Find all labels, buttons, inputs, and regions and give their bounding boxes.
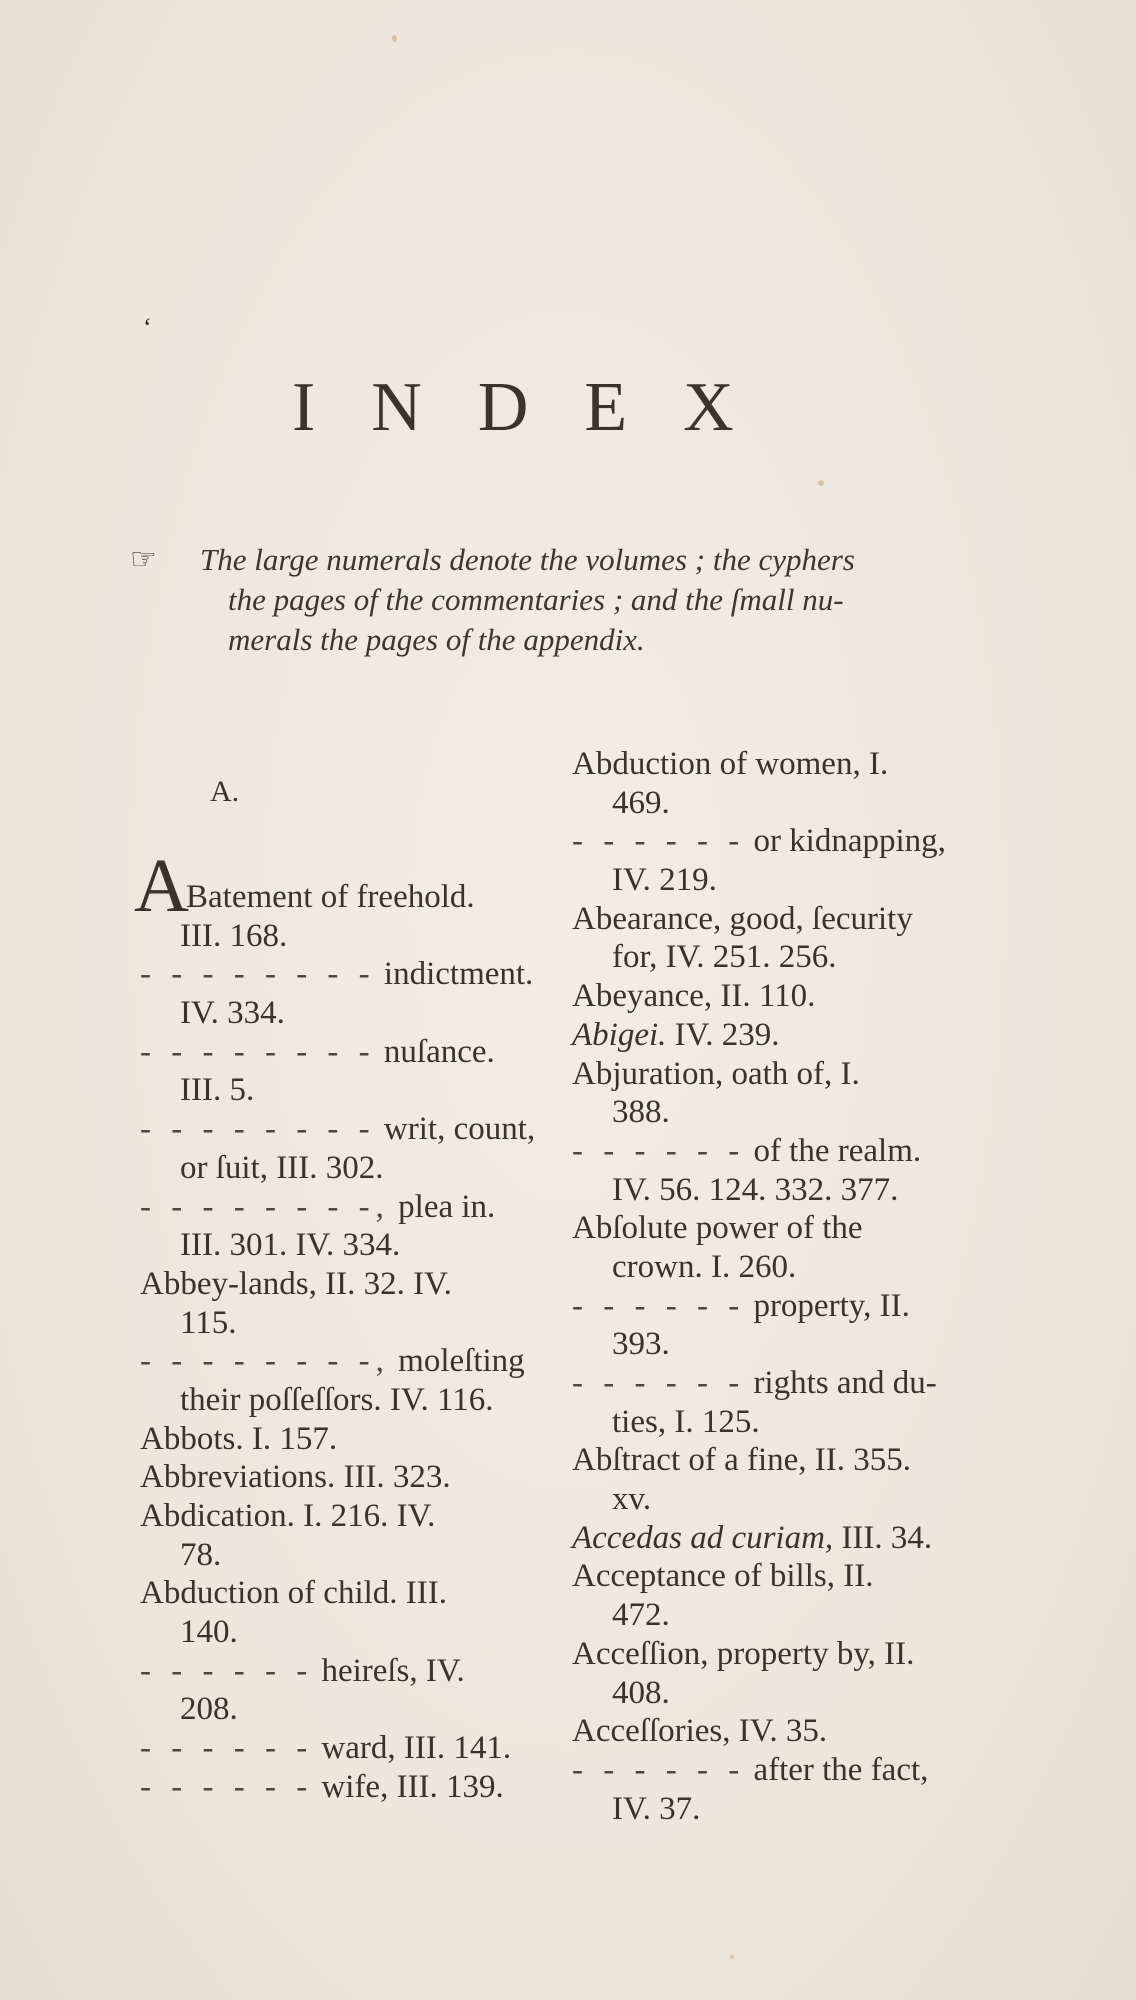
entry-text: after the fact, [753,1751,929,1788]
entry-text: plea in. [398,1188,496,1225]
index-entry-line [572,1557,1012,1596]
index-entry-line [140,1381,540,1420]
paper-speck [730,1955,734,1959]
index-entry-line [572,1171,1012,1210]
entry-text: their poſſeſſors. IV. 116. [180,1381,494,1418]
index-entry-line [140,1768,540,1807]
index-entry-line [140,994,540,1033]
index-entry-line [140,1574,540,1613]
entry-text: wife, III. 139. [321,1768,504,1805]
ditto-dashes: - - - - - - - - [140,1111,376,1148]
entry-text: Abſtract of a fine, II. 355. [572,1442,912,1479]
entry-text: Abeyance, II. 110. [572,978,816,1015]
entry-text: Abbey-lands, II. 32. IV. [140,1265,452,1302]
index-entry-line [572,938,1012,977]
ditto-dashes: - - - - - - [572,823,746,860]
index-entry-line [140,1304,540,1343]
index-entry-line [572,784,1012,823]
ditto-dashes: - - - - - - [572,1365,746,1401]
index-entry-line [572,1055,1012,1094]
entry-text: Abearance, good, ſecurity [572,900,913,937]
entry-text: IV. 219. [612,862,717,899]
index-entry-line [140,1458,540,1497]
entry-text: 393. [612,1326,670,1363]
entry-text: 469. [612,784,670,821]
ditto-dashes: - - - - - - [140,1730,314,1767]
entry-text: III. 301. IV. 334. [180,1227,401,1264]
index-entry-line [140,1071,540,1110]
left-column [134,844,540,1807]
right-column [572,745,1012,1828]
ditto-dashes: - - - - - - - -, [140,1188,390,1225]
index-entry-line [140,1265,540,1304]
index-entry-line [572,1790,1012,1829]
index-entry-line [572,1480,1012,1519]
index-entry-line [572,1674,1012,1713]
index-entry-line [140,1342,540,1381]
index-entry-line [140,955,540,994]
entry-text: rights and du- [753,1365,937,1401]
entry-text: or ſuit, III. 302. [180,1149,384,1186]
entry-text: 408. [612,1674,670,1711]
entry-reference: IV. 239. [666,1016,780,1053]
ditto-dashes: - - - - - - [572,1751,746,1788]
entry-text: Abbots. I. 157. [140,1420,338,1457]
entry-text: Abigei. [572,1016,667,1053]
entry-text: 388. [612,1094,670,1131]
index-entry-line [572,1751,1012,1790]
index-entry-line [572,745,1012,784]
index-entry-line [140,1652,540,1691]
ditto-dashes: - - - - - - - - [140,956,376,993]
entry-reference: III. 34. [833,1519,933,1556]
index-entry-line [572,1519,1012,1558]
index-entry-line [140,1536,540,1575]
index-entry-line [140,1613,540,1652]
index-entry-line [140,1188,540,1227]
index-entry-line [140,1497,540,1536]
ditto-dashes: - - - - - - [572,1287,746,1324]
entry-text: Acceſſories, IV. 35. [572,1713,828,1750]
entry-text: property, II. [753,1287,910,1324]
index-entry-line [572,1403,1012,1442]
ditto-dashes: - - - - - - [140,1768,314,1805]
entry-text: moleſting [398,1343,525,1380]
entry-text: indictment. [383,956,534,993]
entry-text: Abſolute power of the [572,1210,863,1247]
entry-text: Abdication. I. 216. IV. [140,1498,436,1534]
entry-text: or kidnapping, [753,823,946,860]
index-entry-line [572,900,1012,939]
entry-text: IV. 334. [180,995,285,1032]
entry-text: heireſs, IV. [321,1652,465,1689]
title-mark: ‘ [143,313,152,342]
entry-text: 115. [180,1304,237,1341]
entry-text: Acceſſion, property by, II. [572,1635,915,1672]
index-entry-line [140,1110,540,1149]
note-line: the pages of the commentaries ; and the ſmall nu- [228,582,844,617]
entry-text: writ, count, [383,1111,536,1148]
entry-text: Abjuration, oath of, I. [572,1055,860,1092]
entry-text: nuſance. [383,1033,495,1070]
entry-text: 140. [180,1614,238,1651]
index-entry-line [572,1441,1012,1480]
index-entry-line [572,1712,1012,1751]
index-entry-line [140,1226,540,1265]
entry-text: 78. [180,1536,222,1573]
index-entry-line [572,1325,1012,1364]
index-entry-line [140,1690,540,1729]
ditto-dashes: - - - - - - - -, [140,1343,390,1380]
index-entry-line [140,917,540,956]
entry-text: 208. [180,1691,238,1728]
index-entry-line [572,822,1012,861]
note-line: merals the pages of the appendix. [228,622,645,657]
entry-text: 472. [612,1597,670,1634]
entry-text: IV. 56. 124. 332. 377. [612,1171,899,1208]
index-entry-line [134,844,540,928]
index-entry-line [572,1596,1012,1635]
entry-text: Abbreviations. III. 323. [140,1459,451,1496]
entry-text: III. 5. [180,1072,255,1109]
note-line: The large numerals denote the volumes ; the cyphers [200,542,855,577]
index-entry-line [572,1209,1012,1248]
entry-text: Abduction of women, I. [572,746,889,782]
index-entry-line [572,1287,1012,1326]
entry-text: for, IV. 251. 256. [612,939,837,976]
entry-text: Abduction of child. III. [140,1575,448,1612]
entry-text: Accedas ad curiam, [572,1519,834,1556]
index-entry-line [140,1729,540,1768]
index-entry-line [572,977,1012,1016]
index-entry-line [572,1248,1012,1287]
index-entry-line [572,1016,1012,1055]
entry-text: crown. I. 260. [612,1248,797,1285]
page-title: INDEX [292,368,790,446]
paper-speck [818,480,824,486]
pointing-hand-icon: ☞ [130,543,157,576]
entry-text: ward, III. 141. [321,1730,512,1767]
index-entry-line [140,1420,540,1459]
paper-speck [392,35,397,42]
ditto-dashes: - - - - - - [140,1652,314,1689]
ditto-dashes: - - - - - - [572,1132,746,1169]
index-entry-line [572,1093,1012,1132]
entry-text: IV. 37. [612,1790,701,1827]
entry-text: of the realm. [753,1132,922,1169]
index-entry-line [140,1033,540,1072]
ditto-dashes: - - - - - - - - [140,1033,376,1070]
entry-text: ties, I. 125. [612,1403,760,1440]
index-entry-line [572,1635,1012,1674]
index-entry-line [572,1364,1012,1403]
section-heading: A. [210,775,240,808]
index-entry-line [140,1149,540,1188]
entry-text: xv. [612,1481,652,1518]
entry-text: Acceptance of bills, II. [572,1558,874,1595]
index-entry-line [572,861,1012,900]
drop-cap: A [134,844,189,928]
entry-text: III. 168. [180,917,288,954]
entry-text: Batement of freehold. [186,879,475,915]
index-entry-line [572,1132,1012,1171]
